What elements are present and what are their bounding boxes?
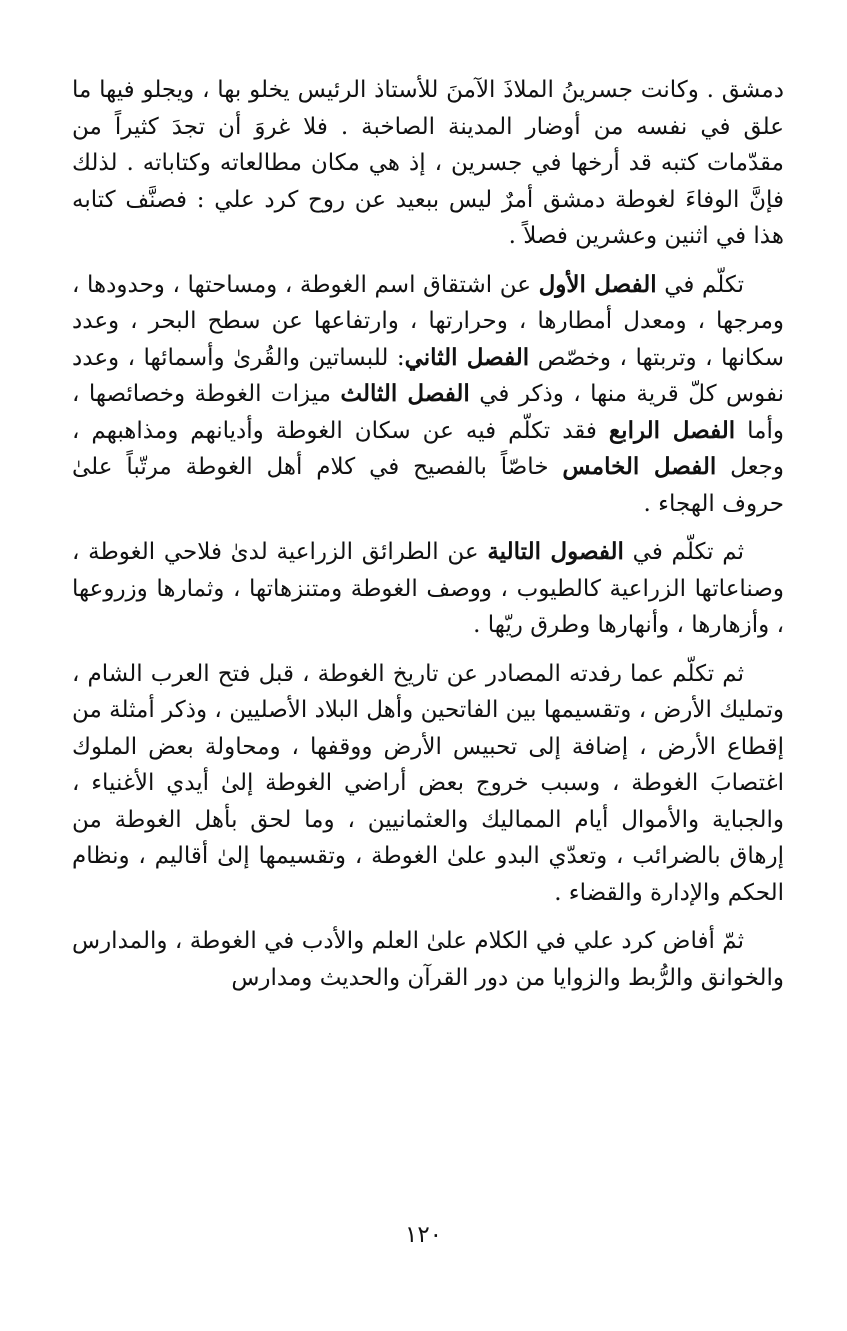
paragraph-text: عن الطرائق الزراعية لدىٰ فلاحي الغوطة ، وصناعاتها الزراعية كالطيوب ، ووصف الغوطة ومتنزهاتها ، وثمارها وزروعها ، وأزهارها ، وأنهارها وطرق ريّها . <box>72 539 784 638</box>
chapter-heading-inline: الفصل الثاني <box>404 343 530 371</box>
page-body <box>72 72 784 996</box>
chapter-heading-inline: الفصل الثالث <box>340 380 470 407</box>
paragraph-text: ثم تكلّم في <box>623 539 744 565</box>
paragraph-text: تكلّم في <box>656 271 744 298</box>
text-column <box>72 72 784 996</box>
paragraph-text: فقد تكلّم فيه عن سكان الغوطة وأديانهم ومذاهبهم ، وجعل <box>72 417 784 480</box>
paragraph <box>72 534 784 644</box>
chapter-heading-inline: الفصل الأول <box>538 270 657 298</box>
chapter-heading-inline: الفصل الخامس <box>562 453 717 480</box>
paragraph-text: ميزات الغوطة وخصائصها ، وأما <box>72 381 784 444</box>
page-number: ١٢٠ <box>404 1222 443 1248</box>
paragraph-text: خاصّاً بالفصيح في كلام أهل الغوطة مرتّباً علىٰ حروف الهجاء . <box>72 454 784 517</box>
paragraph <box>72 72 784 255</box>
paragraph <box>72 656 784 912</box>
paragraph-text: ثم تكلّم عما رفدته المصادر عن تاريخ الغوطة ، قبل فتح العرب الشام ، وتمليك الأرض ، وتقسيمها بين الفاتحين وأهل البلاد الأصليين ، وذكر أمثلة من إقطاع الأرض ، إضافة إلى تحبيس الأرض ووقفها ، ومحاولة بعض الملوك اغتصابَ الغوطة ، وسبب خروج بعض أراضي الغوطة إلىٰ أيدي الأغنياء ، والجباية والأموال أيام المماليك والعثمانيين ، وما لحق بأهل الغوطة من إرهاق بالضرائب ، وتعدّي البدو علىٰ الغوطة ، وتقسيمها إلىٰ أقاليم ، ونظام الحكم والإدارة والقضاء . <box>72 660 784 906</box>
paragraph <box>72 267 784 523</box>
paragraph-text: عن اشتقاق اسم الغوطة ، ومساحتها ، وحدودها ، ومرجها ، ومعدل أمطارها ، وحرارتها ، وارتفاعها عن سطح البحر ، وعدد سكانها ، وتربتها ، وخصّص <box>72 271 784 371</box>
paragraph-text: ثمّ أفاض كرد علي في الكلام علىٰ العلم والأدب في الغوطة ، والمدارس والخوانق والرُّبط والزوايا من دور القرآن والحديث ومدارس <box>72 928 784 991</box>
chapter-heading-inline: الفصول التالية <box>487 538 624 565</box>
chapter-heading-inline: الفصل الرابع <box>608 416 736 444</box>
paragraph-text: : للبساتين والقُرىٰ وأسمائها ، وعدد نفوس كلّ قرية منها ، وذكر في <box>72 344 784 407</box>
paragraph <box>72 923 784 996</box>
paragraph-text: دمشق . وكانت جسرينُ الملاذَ الآمنَ للأستاذ الرئيس يخلو بها ، ويجلو فيها ما علق في نفسه من أوضار المدينة الصاخبة . فلا غروَ أن تجدَ كثيراً من مقدّمات كتبه قد أرخها في جسرين ، إذ هي مكان مطالعاته وكتاباته . لذلك فإنَّ الوفاءَ لغوطة دمشق أمرٌ ليس ببعيد عن روح كرد علي : فصنَّف كتابه هذا في اثنين وعشرين فصلاً . <box>72 77 784 249</box>
